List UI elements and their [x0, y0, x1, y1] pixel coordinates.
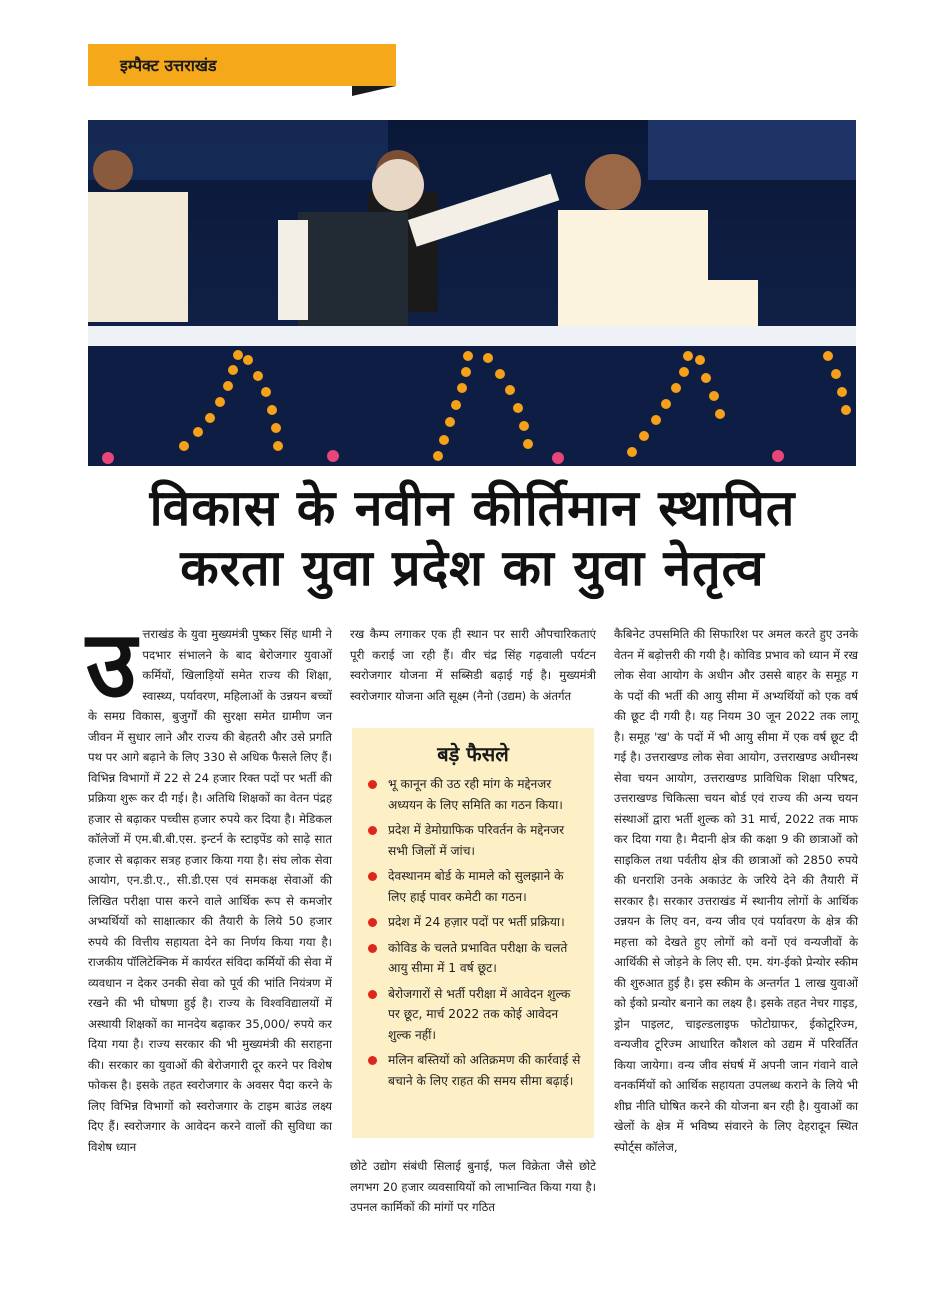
decision-item: देवस्थानम बोर्ड के मामले को सुलझाने के लिए हाई पावर कमेटी का गठन।: [366, 866, 584, 907]
decision-item: बेरोजगारों से भर्ती परीक्षा में आवेदन शुल्क पर छूट, मार्च 2022 तक कोई आवेदन शुल्क नहीं।: [366, 984, 584, 1046]
banner-tail: [352, 86, 396, 96]
article-photo: [88, 120, 856, 466]
bullet-icon: [368, 872, 377, 881]
bullet-icon: [368, 990, 377, 999]
section-banner: [88, 44, 396, 86]
decisions-list: [366, 774, 584, 1096]
drop-cap: उ: [86, 611, 137, 718]
headline-line-1: विकास के नवीन कीर्तिमान स्थापित: [149, 479, 796, 537]
section-label: इम्पैक्ट उत्तराखंड: [120, 56, 217, 75]
column-3-text: कैबिनेट उपसमिति की सिफारिश पर अमल करते हुए उनके वेतन में बढ़ोत्तरी की गयी है। कोविड प्रभाव को ध्यान में रख लोक सेवा आयोग के अधीन और उससे बाहर के समूह ग के पदों की भर्ती की आयु सीमा में अभ्यर्थियों को एक वर्ष की छूट दी गयी है। यह नियम 30 जून 2022 तक लागू है। समूह 'ख' के पदों में भी आयु सीमा में एक वर्ष छूट दी गई है। उत्तराखण्ड लोक सेवा आयोग, उत्तराखण्ड अधीनस्थ सेवा चयन आयोग, उत्तराखण्ड प्राविधिक शिक्षा परिषद, उत्तराखण्ड चिकित्सा चयन बोर्ड एवं राज्य की अन्य चयन संस्थाओं द्वारा भर्ती शुल्क को 31 मार्च, 2022 तक माफ कर दिया गया है। मैदानी क्षेत्र की कक्षा 9 की छात्राओं को साइकिल तथा पर्वतीय क्षेत्र की छात्राओं को 2850 रुपये की धनराशि उनके अकाउंट के जरिये देने की तैयारी में सरकार है। सरकार उत्तराखंड में स्थानीय लोगों के आर्थिक उन्नयन के लिए वन, वन्य जीव एवं पर्यावरण के क्षेत्र की महत्ता को देखते हुए लोगों को वनों एवं वन्यजीवों के आर्थिकी से जोड़ने के लिए सी. एम. यंग-ईको प्रेन्योर स्कीम की शुरुआत हुई है। इस स्कीम के अन्तर्गत 1 लाख युवाओं को ईको प्रन्योर बनाने का लक्ष्य है। इसके तहत नेचर गाइड, ड्रोन पाइलट, चाइल्डलाइफ फोटोग्राफर, ईकोटूरिज्म, वन्यजीव टूरिज्म आधारित कौशल को उद्यम में परिवर्तित किया जायेगा। वन्य जीव संघर्ष में अपनी जान गंवाने वाले वनकर्मियों को आर्थिक सहायता उपलब्ध कराने के लिये भी शीघ्र नीति घोषित करने की योजना बन रही है। युवाओं का खेलों के क्षेत्र में भविष्य संवारने के लिए देहरादून स्थित स्पोर्ट्स कॉलेज,: [614, 627, 858, 1154]
photo-leaders-on-stage-icon: [88, 120, 856, 466]
headline: [60, 478, 885, 598]
bullet-icon: [368, 780, 377, 789]
bullet-icon: [368, 826, 377, 835]
article-column-3: [614, 624, 858, 1157]
column-2-bottom-text: छोटे उद्योग संबंधी सिलाई बुनाई, फल विक्रेता जैसे छोटे लगभग 20 हजार व्यवसायियों को लाभान्वित किया गया है। उपनल कार्मिकों की मांगों पर गठित: [350, 1159, 596, 1214]
bullet-icon: [368, 918, 377, 927]
bullet-icon: [368, 1056, 377, 1065]
bullet-icon: [368, 944, 377, 953]
decision-item: मलिन बस्तियों को अतिक्रमण की कार्रवाई से बचाने के लिए राहत की समय सीमा बढ़ाई।: [366, 1050, 584, 1091]
headline-line-2: करता युवा प्रदेश का युवा नेतृत्व: [180, 539, 765, 597]
decisions-box: [352, 728, 594, 1138]
decision-item: कोविड के चलते प्रभावित परीक्षा के चलते आयु सीमा में 1 वर्ष छूट।: [366, 938, 584, 979]
decisions-title: बड़े फैसले: [437, 742, 509, 766]
column-2-top-text: रख कैम्प लगाकर एक ही स्थान पर सारी औपचारिकताएं पूरी कराई जा रही हैं। वीर चंद्र सिंह गढ़वाली पर्यटन स्वरोजगार योजना में सब्सिडी बढ़ाई गई है। मुख्यमंत्री स्वरोजगार योजना अति सूक्ष्म (नैनो (उद्यम) के अंतर्गत: [350, 627, 596, 703]
decision-item: भू कानून की उठ रही मांग के मद्देनजर अध्ययन के लिए समिति का गठन किया।: [366, 774, 584, 815]
article-column-1: [86, 611, 332, 1157]
decision-item: प्रदेश में 24 हज़ार पदों पर भर्ती प्रक्रिया।: [366, 912, 584, 933]
decision-item: प्रदेश में डेमोग्राफिक परिवर्तन के मद्देनजर सभी जिलों में जांच।: [366, 820, 584, 861]
column-1-text: त्तराखंड के युवा मुख्यमंत्री पुष्कर सिंह धामी ने पदभार संभालने के बाद बेरोजगार युवाओं कर्मियों, खिलाड़ियों समेत राज्य की शिक्षा, स्वास्थ्य, पर्यावरण, महिलाओं के उन्नयन बच्चों के समग्र विकास, बुजुर्गों की सुरक्षा समेत ग्रामीण जन जीवन में सुधार लाने और राज्य की बेहतरी और उसे प्रगति पथ पर आगे बढ़ाने के लिए 330 से अधिक फैसले लिए हैं। विभिन्न विभागों में 22 से 24 हजार रिक्त पदों पर भर्ती की प्रक्रिया शुरू कर दी गई। है। अतिथि शिक्षकों का वेतन पंद्रह हजार से बढ़ाकर पच्चीस हजार रुपये कर दिया है। मेडिकल कॉलेजों में एम.बी.बी.एस. इन्टर्न के स्टाइपेंड को साढ़े सात हजार से बढ़ाकर सत्रह हजार किया गया है। संघ लोक सेवा आयोग, एन.डी.ए., सी.डी.एस एवं समकक्ष सेवाओं की लिखित परीक्षा पास करने वाले आर्थिक रूप से कमजोर अभ्यर्थियों को साक्षात्कार की तैयारी के लिये 50 हजार रुपये की वित्तीय सहायता देने का निर्णय किया गया है। राजकीय पॉलिटेक्निक में कार्यरत संविदा कर्मियों की सेवा में व्यवधान न देकर उनकी सेवा को पूर्व की भांति नियंत्रण में रखने की भी घोषणा हुई है। राज्य के विश्वविद्यालयों में अस्थायी शिक्षकों का मानदेय बढ़ाकर 35,000/ रुपये कर दिया गया है। राज्य सरकार की भी मुख्यमंत्री की सराहना की। सरकार का युवाओं की बेरोजगारी दूर करने पर विशेष फोकस है। इसके तहत स्वरोजगार के अवसर पैदा करने के लिए विभिन्न विभागों को स्वरोजगार के टाइम बाउंड लक्ष्य दिए हैं। स्वरोजगार के आवेदन करने वालों की सुविधा का विशेष ध्यान: [88, 627, 332, 1154]
